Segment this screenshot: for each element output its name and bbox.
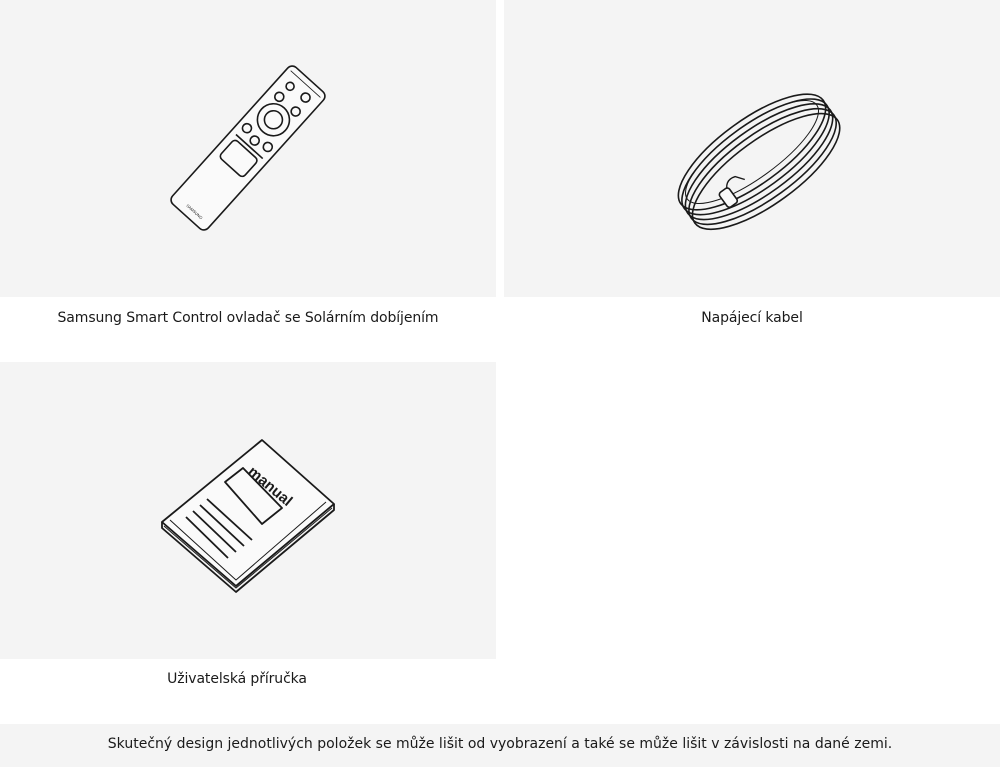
remote-brand-label: SAMSUNG (185, 203, 204, 221)
user-manual-icon (0, 362, 496, 659)
cable-caption: Napájecí kabel (701, 310, 803, 326)
manual-caption: Uživatelská příručka (167, 671, 307, 687)
footer-note-text: Skutečný design jednotlivých položek se může lišit od vyobrazení a také se může lišit v závislosti na dané zemi. (107, 736, 893, 752)
manual-card (0, 362, 496, 659)
remote-card (0, 0, 496, 297)
power-cable-icon (504, 0, 1000, 297)
cable-card (504, 0, 1000, 297)
remote-control-icon (0, 0, 496, 297)
footer-note (0, 724, 1000, 767)
remote-caption: Samsung Smart Control ovladač se Solárním dobíjením (57, 310, 439, 326)
manual-cover-text: manual (244, 463, 296, 510)
